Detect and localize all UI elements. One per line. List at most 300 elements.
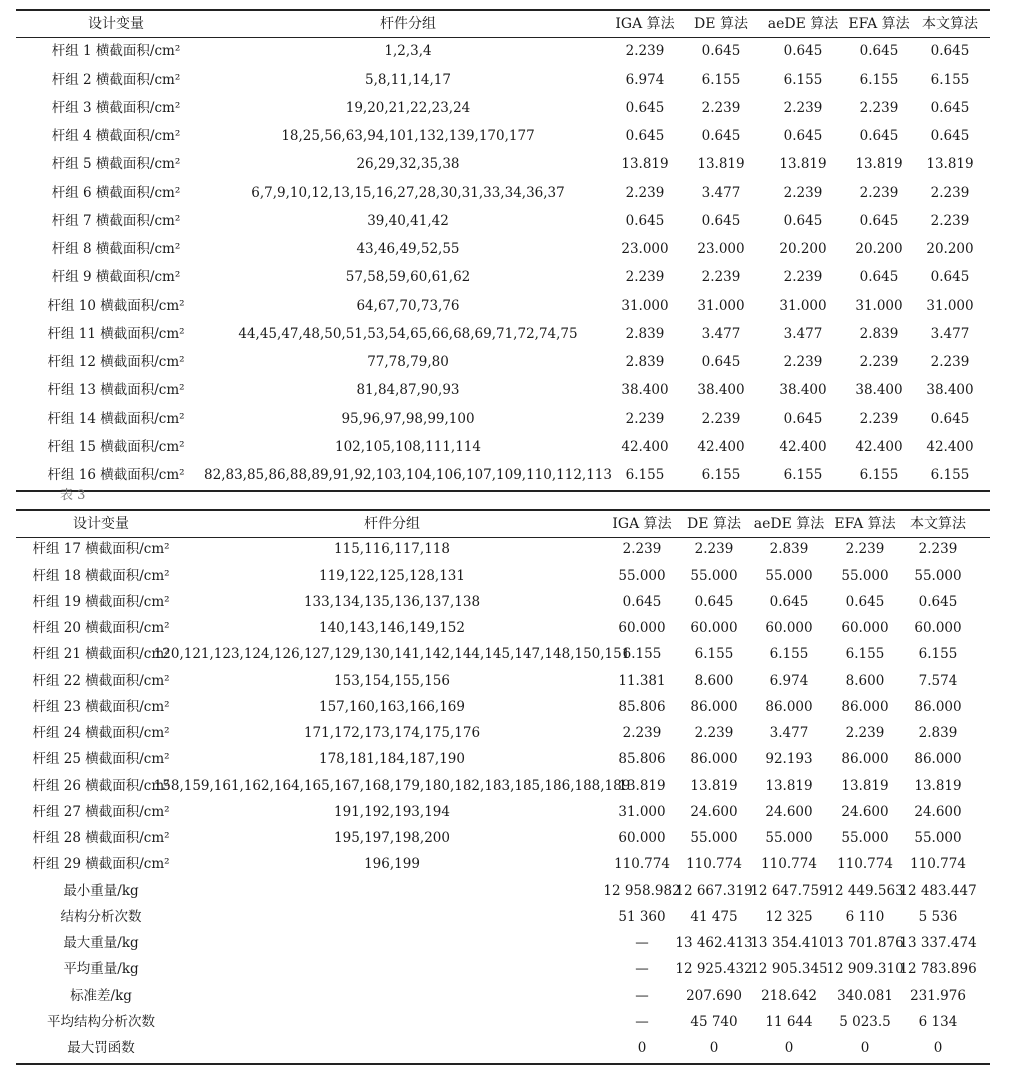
proposed-cell: 0.645 (918, 593, 958, 610)
design-variable-cell: 杆组 23 横截面积/cm² (32, 698, 170, 715)
table-row (0, 695, 1012, 721)
table-row (0, 616, 1012, 642)
proposed-cell: 本文算法 (910, 516, 966, 532)
iga-cell: 51 360 (618, 908, 666, 925)
member-group-cell: 81,84,87,90,93 (356, 382, 460, 399)
proposed-cell: 6 134 (918, 1013, 958, 1030)
efa-cell: 6.155 (845, 646, 885, 663)
de-cell: 38.400 (697, 382, 745, 399)
proposed-cell: 38.400 (926, 382, 974, 399)
cropped-caption (60, 488, 100, 503)
design-variable-cell: 杆组 26 横截面积/cm² (32, 777, 170, 794)
de-cell: 13.819 (697, 156, 745, 173)
table-row (0, 931, 1012, 957)
design-variable-cell: 最小重量/kg (63, 882, 139, 899)
proposed-cell: 231.976 (910, 987, 966, 1004)
iga-cell: 6.974 (625, 71, 665, 88)
aede-cell: 55.000 (765, 567, 813, 584)
aede-cell: 11 644 (765, 1013, 813, 1030)
aede-cell: 6.155 (769, 646, 809, 663)
iga-cell: 2.239 (625, 184, 665, 201)
table-row (0, 463, 1012, 489)
proposed-cell: 12 783.896 (899, 961, 977, 978)
aede-cell: 2.239 (783, 99, 823, 116)
efa-cell: 2.239 (845, 541, 885, 558)
header-rule (16, 37, 990, 38)
aede-cell: 0.645 (769, 593, 809, 610)
member-group-cell: 102,105,108,111,114 (334, 438, 481, 455)
iga-cell: — (635, 935, 649, 951)
iga-cell: 13.819 (618, 777, 666, 794)
proposed-cell: 60.000 (914, 620, 962, 636)
proposed-cell: 0.645 (930, 269, 970, 286)
aede-cell: 6.155 (783, 71, 823, 88)
design-variable-cell: 杆组 21 横截面积/cm² (32, 646, 170, 663)
efa-cell: EFA 算法 (834, 516, 896, 532)
iga-cell: 2.239 (625, 43, 665, 60)
efa-cell: 6.155 (859, 467, 899, 483)
table-row (0, 590, 1012, 616)
de-cell: 2.239 (694, 725, 734, 741)
aede-cell: 13 354.410 (750, 935, 828, 951)
design-variable-cell: 杆组 10 横截面积/cm² (47, 297, 185, 314)
aede-cell: 86.000 (765, 698, 813, 715)
iga-cell: 2.239 (622, 725, 662, 741)
proposed-cell: 6.155 (918, 646, 958, 663)
design-variable-cell: 最大重量/kg (63, 935, 139, 951)
efa-cell: 13.819 (855, 156, 903, 173)
iga-cell: 2.239 (625, 269, 665, 286)
iga-cell: 60.000 (618, 830, 666, 846)
member-group-cell: 64,67,70,73,76 (356, 297, 460, 314)
design-variable-cell: 设计变量 (73, 516, 129, 532)
iga-cell: 0.645 (625, 99, 665, 116)
iga-cell: 2.839 (625, 325, 665, 342)
de-cell: DE 算法 (694, 16, 748, 32)
table-row (0, 721, 1012, 747)
iga-cell: 0.645 (622, 593, 662, 610)
iga-cell: 60.000 (618, 620, 666, 636)
design-variable-cell: 平均重量/kg (63, 961, 139, 978)
table-row (0, 293, 1012, 319)
table-row (0, 237, 1012, 263)
table-row (0, 983, 1012, 1009)
proposed-cell: 55.000 (914, 830, 962, 846)
iga-cell: 6.155 (622, 646, 662, 663)
proposed-cell: 0.645 (930, 43, 970, 60)
member-group-cell: 171,172,173,174,175,176 (303, 725, 481, 741)
iga-cell: — (635, 961, 649, 978)
member-group-cell: 119,122,125,128,131 (318, 567, 465, 584)
design-variable-cell: 杆组 4 横截面积/cm² (51, 128, 181, 144)
aede-cell: 218.642 (761, 987, 817, 1004)
iga-cell: IGA 算法 (612, 516, 672, 532)
design-variable-cell: 杆组 2 横截面积/cm² (51, 71, 181, 88)
iga-cell: 13.819 (621, 156, 669, 173)
aede-cell: 92.193 (765, 751, 813, 768)
iga-cell: 31.000 (618, 803, 666, 820)
proposed-cell: 2.239 (918, 541, 958, 558)
aede-cell: 2.239 (783, 184, 823, 201)
member-group-cell: 115,116,117,118 (334, 541, 450, 558)
efa-cell: 31.000 (855, 297, 903, 314)
efa-cell: 20.200 (855, 241, 903, 257)
design-variable-cell: 杆组 12 横截面积/cm² (47, 354, 185, 370)
de-cell: 2.239 (701, 269, 741, 286)
proposed-cell: 13.819 (914, 777, 962, 794)
de-cell: 55.000 (690, 830, 738, 846)
aede-cell: 6.974 (769, 672, 809, 689)
member-group-cell: 杆件分组 (364, 516, 420, 532)
table-row (0, 406, 1012, 432)
iga-cell: 0.645 (625, 128, 665, 144)
table-row (0, 1010, 1012, 1036)
proposed-cell: 0 (933, 1040, 943, 1056)
de-cell: 207.690 (686, 987, 742, 1004)
design-variable-cell: 杆组 5 横截面积/cm² (51, 156, 181, 173)
de-cell: 0.645 (701, 354, 741, 370)
table-row (0, 642, 1012, 668)
efa-cell: 55.000 (841, 567, 889, 584)
member-group-cell: 57,58,59,60,61,62 (345, 269, 471, 286)
table-row (0, 180, 1012, 206)
table-row (0, 39, 1012, 65)
proposed-cell: 20.200 (926, 241, 974, 257)
design-variable-cell: 杆组 17 横截面积/cm² (32, 541, 170, 558)
design-variable-cell: 杆组 19 横截面积/cm² (32, 593, 170, 610)
efa-cell: 12 909.310 (826, 961, 904, 978)
member-group-cell: 191,192,193,194 (334, 803, 450, 820)
proposed-cell: 0.645 (930, 99, 970, 116)
aede-cell: 2.239 (783, 354, 823, 370)
design-variable-cell: 杆组 22 横截面积/cm² (32, 672, 170, 689)
de-cell: 2.239 (701, 410, 741, 427)
table-row (0, 378, 1012, 404)
table-row (0, 435, 1012, 461)
aede-cell: 24.600 (765, 803, 813, 820)
de-cell: 24.600 (690, 803, 738, 820)
table-row (0, 878, 1012, 904)
design-variable-cell: 杆组 11 横截面积/cm² (47, 325, 185, 342)
table-row (0, 957, 1012, 983)
table-row (0, 152, 1012, 178)
iga-cell: 6.155 (625, 467, 665, 483)
de-cell: 31.000 (697, 297, 745, 314)
table-header-row (0, 511, 1012, 537)
iga-cell: 11.381 (618, 672, 666, 689)
member-group-cell: 26,29,32,35,38 (356, 156, 460, 173)
iga-cell: 23.000 (621, 241, 669, 257)
member-group-cell: 158,159,161,162,164,165,167,168,179,180,182,183,185,186,188,189 (153, 777, 631, 794)
aede-cell: 13.819 (765, 777, 813, 794)
de-cell: 0.645 (701, 43, 741, 60)
efa-cell: 13.819 (841, 777, 889, 794)
iga-cell: 0 (637, 1040, 647, 1056)
design-variable-cell: 标准差/kg (70, 987, 132, 1004)
member-group-cell: 133,134,135,136,137,138 (303, 593, 481, 610)
iga-cell: 55.000 (618, 567, 666, 584)
design-variable-cell: 平均结构分析次数 (47, 1013, 155, 1030)
de-cell: 86.000 (690, 698, 738, 715)
aede-cell: 12 905.345 (750, 961, 828, 978)
proposed-cell: 31.000 (926, 297, 974, 314)
efa-cell: 2.239 (859, 99, 899, 116)
member-group-cell: 18,25,56,63,94,101,132,139,170,177 (281, 128, 535, 144)
design-variable-cell: 杆组 8 横截面积/cm² (51, 241, 181, 257)
aede-cell: 60.000 (765, 620, 813, 636)
proposed-cell: 3.477 (930, 325, 970, 342)
proposed-cell: 24.600 (914, 803, 962, 820)
de-cell: 13.819 (690, 777, 738, 794)
proposed-cell: 13 337.474 (899, 935, 977, 951)
design-variable-cell: 杆组 7 横截面积/cm² (51, 212, 181, 229)
member-group-cell: 157,160,163,166,169 (318, 698, 465, 715)
efa-cell: 55.000 (841, 830, 889, 846)
member-group-cell: 140,143,146,149,152 (318, 620, 465, 636)
proposed-cell: 2.239 (930, 354, 970, 370)
efa-cell: 42.400 (855, 438, 903, 455)
iga-cell: 2.239 (625, 410, 665, 427)
proposed-cell: 86.000 (914, 698, 962, 715)
de-cell: 86.000 (690, 751, 738, 768)
member-group-cell: 39,40,41,42 (367, 212, 449, 229)
de-cell: 13 462.413 (675, 935, 753, 951)
design-variable-cell: 杆组 27 横截面积/cm² (32, 803, 170, 820)
design-variable-cell: 杆组 6 横截面积/cm² (51, 184, 181, 201)
de-cell: 12 925.432 (675, 961, 753, 978)
design-variable-cell: 杆组 24 横截面积/cm² (32, 725, 170, 741)
de-cell: 45 740 (690, 1013, 738, 1030)
efa-cell: EFA 算法 (848, 16, 910, 32)
iga-cell: 85.806 (618, 698, 666, 715)
member-group-cell: 120,121,123,124,126,127,129,130,141,142,144,145,147,148,150,151 (153, 646, 631, 663)
design-variable-cell: 杆组 18 横截面积/cm² (32, 567, 170, 584)
table-row (0, 265, 1012, 291)
proposed-cell: 6.155 (930, 71, 970, 88)
member-group-cell: 95,96,97,98,99,100 (341, 410, 475, 427)
design-variable-cell: 杆组 28 横截面积/cm² (32, 830, 170, 846)
efa-cell: 38.400 (855, 382, 903, 399)
proposed-cell: 110.774 (910, 856, 966, 873)
table-row (0, 1036, 1012, 1062)
efa-cell: 2.239 (859, 184, 899, 201)
de-cell: 6.155 (701, 71, 741, 88)
design-variable-cell: 杆组 25 横截面积/cm² (32, 751, 170, 768)
aede-cell: 38.400 (779, 382, 827, 399)
table-row (0, 350, 1012, 376)
member-group-cell: 178,181,184,187,190 (318, 751, 465, 768)
table-row (0, 322, 1012, 348)
design-variable-cell: 杆组 16 横截面积/cm² (47, 467, 185, 483)
proposed-cell: 2.839 (918, 725, 958, 741)
table-row (0, 668, 1012, 694)
aede-cell: aeDE 算法 (753, 516, 825, 532)
member-group-cell: 82,83,85,86,88,89,91,92,103,104,106,107,109,110,112,113 (204, 467, 612, 483)
efa-cell: 86.000 (841, 698, 889, 715)
table-row (0, 800, 1012, 826)
iga-cell: 0.645 (625, 212, 665, 229)
table-row (0, 537, 1012, 563)
proposed-cell: 86.000 (914, 751, 962, 768)
aede-cell: 2.839 (769, 541, 809, 558)
aede-cell: 110.774 (761, 856, 817, 873)
table-row (0, 826, 1012, 852)
table-row (0, 905, 1012, 931)
table-row (0, 209, 1012, 235)
design-variable-cell: 结构分析次数 (60, 908, 142, 925)
member-group-cell: 19,20,21,22,23,24 (345, 99, 471, 116)
table-row (0, 747, 1012, 773)
efa-cell: 0.645 (859, 212, 899, 229)
efa-cell: 13 701.876 (826, 935, 904, 951)
table-row (0, 96, 1012, 122)
iga-cell: — (635, 987, 649, 1004)
iga-cell: IGA 算法 (615, 16, 675, 32)
de-cell: 2.239 (701, 99, 741, 116)
member-group-cell: 196,199 (364, 856, 420, 873)
efa-cell: 2.839 (859, 325, 899, 342)
design-variable-cell: 杆组 14 横截面积/cm² (47, 410, 185, 427)
efa-cell: 5 023.5 (839, 1013, 891, 1030)
efa-cell: 2.239 (845, 725, 885, 741)
proposed-cell: 2.239 (930, 184, 970, 201)
de-cell: 41 475 (690, 908, 738, 925)
table-row (0, 124, 1012, 150)
iga-cell: — (635, 1013, 649, 1030)
aede-cell: 0.645 (783, 43, 823, 60)
iga-cell: 85.806 (618, 751, 666, 768)
aede-cell: 3.477 (769, 725, 809, 741)
design-variable-cell: 杆组 1 横截面积/cm² (51, 43, 181, 60)
member-group-cell: 195,197,198,200 (334, 830, 450, 846)
aede-cell: 0.645 (783, 128, 823, 144)
efa-cell: 0.645 (859, 269, 899, 286)
efa-cell: 24.600 (841, 803, 889, 820)
de-cell: 42.400 (697, 438, 745, 455)
proposed-cell: 5 536 (918, 908, 958, 925)
aede-cell: 2.239 (783, 269, 823, 286)
design-variable-cell: 杆组 13 横截面积/cm² (47, 382, 185, 399)
de-cell: 12 667.319 (675, 882, 753, 899)
design-variable-cell: 杆组 3 横截面积/cm² (51, 99, 181, 116)
table-header-row (0, 11, 1012, 37)
proposed-cell: 42.400 (926, 438, 974, 455)
design-variable-cell: 杆组 20 横截面积/cm² (32, 620, 170, 636)
efa-cell: 0.645 (859, 43, 899, 60)
member-group-cell: 杆件分组 (380, 16, 436, 32)
aede-cell: 0.645 (783, 212, 823, 229)
iga-cell: 31.000 (621, 297, 669, 314)
proposed-cell: 2.239 (930, 212, 970, 229)
de-cell: 60.000 (690, 620, 738, 636)
member-group-cell: 44,45,47,48,50,51,53,54,65,66,68,69,71,72,74,75 (238, 325, 578, 342)
aede-cell: 12 325 (765, 908, 813, 925)
efa-cell: 0.645 (859, 128, 899, 144)
efa-cell: 12 449.563 (826, 882, 904, 899)
efa-cell: 8.600 (845, 672, 885, 689)
de-cell: DE 算法 (687, 516, 741, 532)
iga-cell: 110.774 (614, 856, 670, 873)
table-row (0, 773, 1012, 799)
design-variable-cell: 杆组 29 横截面积/cm² (32, 856, 170, 873)
aede-cell: 55.000 (765, 830, 813, 846)
efa-cell: 86.000 (841, 751, 889, 768)
proposed-cell: 6.155 (930, 467, 970, 483)
member-group-cell: 153,154,155,156 (334, 672, 450, 689)
de-cell: 0.645 (694, 593, 734, 610)
design-variable-cell: 杆组 15 横截面积/cm² (47, 438, 185, 455)
member-group-cell: 5,8,11,14,17 (365, 71, 451, 88)
proposed-cell: 55.000 (914, 567, 962, 584)
table-row (0, 563, 1012, 589)
efa-cell: 60.000 (841, 620, 889, 636)
proposed-cell: 0.645 (930, 128, 970, 144)
aede-cell: 6.155 (783, 467, 823, 483)
aede-cell: 20.200 (779, 241, 827, 257)
table-row (0, 852, 1012, 878)
de-cell: 0.645 (701, 128, 741, 144)
table-row (0, 67, 1012, 93)
cropped-caption-text: 表 3 (60, 488, 86, 503)
de-cell: 3.477 (701, 184, 741, 201)
de-cell: 0 (709, 1040, 719, 1056)
de-cell: 6.155 (694, 646, 734, 663)
proposed-cell: 本文算法 (922, 16, 978, 32)
de-cell: 2.239 (694, 541, 734, 558)
design-variable-cell: 设计变量 (88, 16, 144, 32)
efa-cell: 6.155 (859, 71, 899, 88)
design-variable-cell: 杆组 9 横截面积/cm² (51, 269, 181, 286)
member-group-cell: 43,46,49,52,55 (356, 241, 460, 257)
proposed-cell: 7.574 (918, 672, 958, 689)
iga-cell: 38.400 (621, 382, 669, 399)
aede-cell: 0 (784, 1040, 794, 1056)
iga-cell: 2.239 (622, 541, 662, 558)
de-cell: 6.155 (701, 467, 741, 483)
aede-cell: 12 647.759 (750, 882, 828, 899)
aede-cell: 42.400 (779, 438, 827, 455)
iga-cell: 12 958.982 (603, 882, 681, 899)
iga-cell: 2.839 (625, 354, 665, 370)
de-cell: 55.000 (690, 567, 738, 584)
de-cell: 110.774 (686, 856, 742, 873)
efa-cell: 340.081 (837, 987, 893, 1004)
proposed-cell: 0.645 (930, 410, 970, 427)
de-cell: 3.477 (701, 325, 741, 342)
efa-cell: 2.239 (859, 410, 899, 427)
design-variable-cell: 最大罚函数 (67, 1040, 135, 1056)
bottom-rule (16, 490, 990, 492)
efa-cell: 2.239 (859, 354, 899, 370)
efa-cell: 0.645 (845, 593, 885, 610)
de-cell: 23.000 (697, 241, 745, 257)
aede-cell: 0.645 (783, 410, 823, 427)
member-group-cell: 1,2,3,4 (384, 43, 432, 60)
bottom-rule (16, 1063, 990, 1065)
iga-cell: 42.400 (621, 438, 669, 455)
efa-cell: 0 (860, 1040, 870, 1056)
member-group-cell: 6,7,9,10,12,13,15,16,27,28,30,31,33,34,36,37 (251, 184, 565, 201)
aede-cell: 3.477 (783, 325, 823, 342)
aede-cell: 13.819 (779, 156, 827, 173)
aede-cell: aeDE 算法 (767, 16, 839, 32)
de-cell: 0.645 (701, 212, 741, 229)
aede-cell: 31.000 (779, 297, 827, 314)
de-cell: 8.600 (694, 672, 734, 689)
proposed-cell: 13.819 (926, 156, 974, 173)
efa-cell: 110.774 (837, 856, 893, 873)
proposed-cell: 12 483.447 (899, 882, 977, 899)
